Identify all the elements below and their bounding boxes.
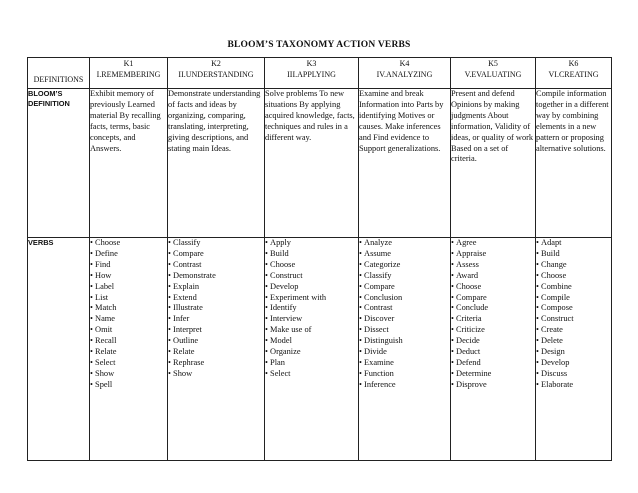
verb-item: • Elaborate	[536, 380, 611, 391]
verb-item: • Organize	[265, 347, 358, 358]
verb-item: • Spell	[90, 380, 167, 391]
verb-item: • Demonstrate	[168, 271, 264, 282]
verb-item: • Outline	[168, 336, 264, 347]
verb-item: • Dissect	[359, 325, 450, 336]
header-k2	[168, 58, 265, 89]
verb-item: • Conclude	[451, 303, 535, 314]
level-code: K6	[568, 59, 579, 68]
level-name: V.EVALUATING	[464, 70, 522, 79]
verb-item: • Inference	[359, 380, 450, 391]
definition-cell-k6: Compile information together in a different way by combining elements in a new pattern or proposing alternative solutions.	[536, 89, 612, 238]
verb-item: • Divide	[359, 347, 450, 358]
level-name: VI.CREATING	[548, 70, 599, 79]
verb-item: • Name	[90, 314, 167, 325]
verb-item: • Award	[451, 271, 535, 282]
verb-item: • Combine	[536, 282, 611, 293]
verb-item: • Illustrate	[168, 303, 264, 314]
verb-item: • Construct	[265, 271, 358, 282]
verb-item: • Determine	[451, 369, 535, 380]
verb-item: • Build	[536, 249, 611, 260]
verb-item: • Select	[265, 369, 358, 380]
verb-list	[536, 238, 611, 391]
verb-item: • Function	[359, 369, 450, 380]
verb-item: • Compose	[536, 303, 611, 314]
level-name: III.APPLYING	[287, 70, 336, 79]
verbs-cell-k1	[90, 238, 168, 461]
verb-item: • Contrast	[359, 303, 450, 314]
header-k6	[536, 58, 612, 89]
verb-item: • Design	[536, 347, 611, 358]
verb-item: • Identify	[265, 303, 358, 314]
verb-item: • Classify	[359, 271, 450, 282]
verb-item: • Match	[90, 303, 167, 314]
verb-item: • Experiment with	[265, 293, 358, 304]
verb-item: • Find	[90, 260, 167, 271]
verb-item: • Discuss	[536, 369, 611, 380]
verb-item: • Label	[90, 282, 167, 293]
header-definitions: DEFINITIONS	[28, 58, 90, 89]
verb-list	[168, 238, 264, 380]
verb-item: • Select	[90, 358, 167, 369]
verb-item: • Disprove	[451, 380, 535, 391]
header-k3	[265, 58, 359, 89]
header-k1	[90, 58, 168, 89]
level-code: K2	[211, 59, 221, 68]
verb-item: • Extend	[168, 293, 264, 304]
verb-item: • Define	[90, 249, 167, 260]
verb-item: • Relate	[90, 347, 167, 358]
verb-item: • Conclusion	[359, 293, 450, 304]
verb-item: • Discover	[359, 314, 450, 325]
verb-item: • Develop	[536, 358, 611, 369]
verb-item: • Omit	[90, 325, 167, 336]
verb-item: • Show	[90, 369, 167, 380]
verbs-row-label: VERBS	[28, 238, 90, 461]
verb-item: • Classify	[168, 238, 264, 249]
verb-item: • Criteria	[451, 314, 535, 325]
level-code: K3	[306, 59, 317, 68]
verb-item: • Analyze	[359, 238, 450, 249]
definition-cell-k2: Demonstrate understanding of facts and ideas by organizing, comparing, translating, interpreting, giving descriptions, and stating main Ideas.	[168, 89, 265, 238]
verb-item: • Criticize	[451, 325, 535, 336]
verb-item: • Infer	[168, 314, 264, 325]
verb-item: • Compare	[168, 249, 264, 260]
verb-item: • Deduct	[451, 347, 535, 358]
verb-item: • Apply	[265, 238, 358, 249]
verb-item: • Choose	[265, 260, 358, 271]
blooms-taxonomy-table	[27, 57, 612, 461]
verb-item: • Categorize	[359, 260, 450, 271]
verb-item: • Explain	[168, 282, 264, 293]
definition-cell-k5: Present and defend Opinions by making judgments About information, Validity of ideas, or quality of work Based on a set of criteria.	[451, 89, 536, 238]
verb-item: • Compile	[536, 293, 611, 304]
verb-item: • Develop	[265, 282, 358, 293]
verb-item: • Distinguish	[359, 336, 450, 347]
verb-item: • Choose	[536, 271, 611, 282]
definition-cell-k3: Solve problems To new situations By applying acquired knowledge, facts, techniques and rules in a different way.	[265, 89, 359, 238]
level-name: IV.ANALYZING	[376, 70, 433, 79]
level-name: II.UNDERSTANDING	[178, 70, 254, 79]
verbs-cell-k3	[265, 238, 359, 461]
verb-item: • How	[90, 271, 167, 282]
verb-item: • Show	[168, 369, 264, 380]
verb-list	[90, 238, 167, 391]
header-k5	[451, 58, 536, 89]
verb-item: • Agree	[451, 238, 535, 249]
verb-item: • Interpret	[168, 325, 264, 336]
verb-item: • Interview	[265, 314, 358, 325]
document-title: BLOOM’S TAXONOMY ACTION VERBS	[227, 40, 411, 50]
verbs-cell-k5	[451, 238, 536, 461]
level-code: K1	[123, 59, 134, 68]
verb-item: • Assess	[451, 260, 535, 271]
definition-cell-k1: Exhibit memory of previously Learned material By recalling facts, terms, basic concepts, and Answers.	[90, 89, 168, 238]
verb-item: • Assume	[359, 249, 450, 260]
verb-item: • Create	[536, 325, 611, 336]
verb-item: • Compare	[451, 293, 535, 304]
verb-item: • Choose	[451, 282, 535, 293]
verbs-cell-k2	[168, 238, 265, 461]
verb-list	[359, 238, 450, 391]
verbs-cell-k6	[536, 238, 612, 461]
verb-item: • Appraise	[451, 249, 535, 260]
verb-list	[265, 238, 358, 380]
definition-row-label: BLOOM’S DEFINITION	[28, 89, 90, 238]
verb-item: • Plan	[265, 358, 358, 369]
level-code: K4	[399, 59, 410, 68]
verb-item: • Recall	[90, 336, 167, 347]
verb-item: • Choose	[90, 238, 167, 249]
definition-cell-k4: Examine and break Information into Parts by identifying Motives or causes. Make inferences and Find evidence to Support generalizations.	[359, 89, 451, 238]
verbs-row	[28, 238, 612, 461]
verb-item: • Rephrase	[168, 358, 264, 369]
verb-item: • Compare	[359, 282, 450, 293]
level-code: K5	[488, 59, 498, 68]
verb-item: • Make use of	[265, 325, 358, 336]
verb-item: • Delete	[536, 336, 611, 347]
verb-item: • Change	[536, 260, 611, 271]
verb-item: • Defend	[451, 358, 535, 369]
verb-item: • Construct	[536, 314, 611, 325]
verb-item: • Build	[265, 249, 358, 260]
header-row	[28, 58, 612, 89]
verb-item: • List	[90, 293, 167, 304]
verb-item: • Contrast	[168, 260, 264, 271]
verb-item: • Relate	[168, 347, 264, 358]
header-k4	[359, 58, 451, 89]
verbs-cell-k4	[359, 238, 451, 461]
verb-item: • Model	[265, 336, 358, 347]
level-name: I.REMEMBERING	[96, 70, 161, 79]
verb-item: • Decide	[451, 336, 535, 347]
verb-item: • Examine	[359, 358, 450, 369]
definition-row	[28, 89, 612, 238]
verb-list	[451, 238, 535, 391]
verb-item: • Adapt	[536, 238, 611, 249]
